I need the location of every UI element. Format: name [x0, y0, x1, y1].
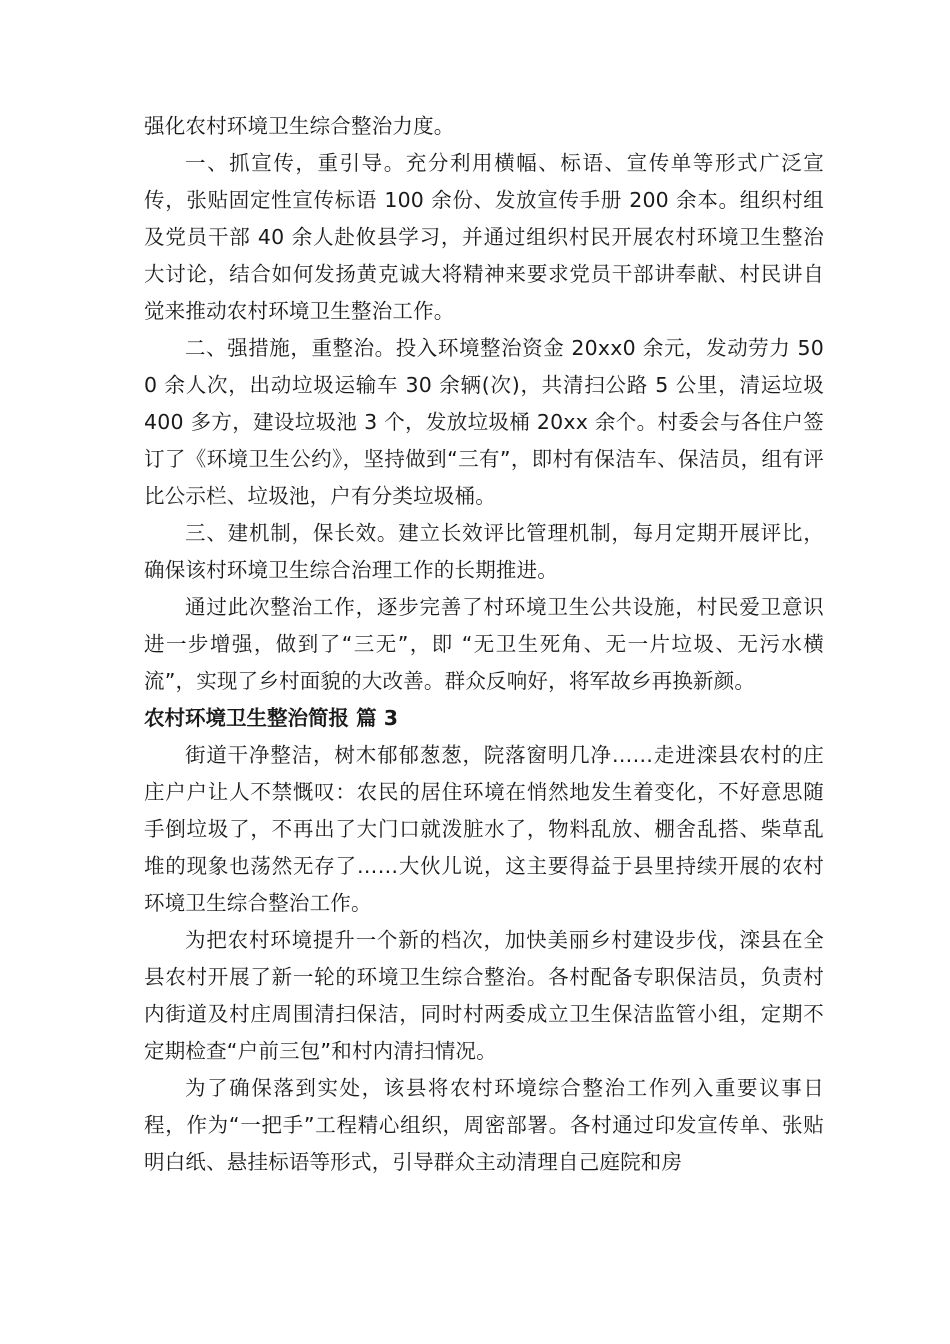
- paragraph: 强化农村环境卫生综合整治力度。: [144, 114, 455, 138]
- paragraph: 三、建机制，保长效。建立长效评比管理机制，每月定期开展评比，确保该村环境卫生综合治理工作的长期推进。: [144, 521, 824, 582]
- paragraph: 为了确保落到实处，该县将农村环境综合整治工作列入重要议事日程，作为“一把手”工程精心组织，周密部署。各村通过印发宣传单、张贴明白纸、悬挂标语等形式，引导群众主动清理自己庭院和房: [144, 1076, 824, 1174]
- paragraph: 街道干净整洁，树木郁郁葱葱，院落窗明几净……走进滦县农村的庄庄户户让人不禁慨叹：农民的居住环境在悄然地发生着变化，不好意思随手倒垃圾了，不再出了大门口就泼脏水了，物料乱放、棚舍乱搭、柴草乱堆的现象也荡然无存了……大伙儿说，这主要得益于县里持续开展的农村环境卫生综合整治工作。: [144, 743, 824, 915]
- paragraph: 通过此次整治工作，逐步完善了村环境卫生公共设施，村民爱卫意识进一步增强，做到了“三无”，即 “无卫生死角、无一片垃圾、无污水横流”，实现了乡村面貌的大改善。群众反响好，将军故乡再换新颜。: [144, 595, 824, 693]
- paragraph: 为把农村环境提升一个新的档次，加快美丽乡村建设步伐，滦县在全县农村开展了新一轮的环境卫生综合整治。各村配备专职保洁员，负责村内街道及村庄周围清扫保洁，同时村两委成立卫生保洁监管小组，定期不定期检查“户前三包”和村内清扫情况。: [144, 928, 824, 1063]
- section-heading: 农村环境卫生整治简报 篇 3: [144, 706, 399, 730]
- paragraph: 一、抓宣传，重引导。充分利用横幅、标语、宣传单等形式广泛宣传，张贴固定性宣传标语 100 余份、发放宣传手册 200 余本。组织村组及党员干部 40 余人赴攸县学习，并通过组织村民开展农村环境卫生整治大讨论，结合如何发扬黄克诚大将精神来要求党员干部讲奉献、村民讲自觉来推动农村环境卫生整治工作。: [144, 151, 824, 323]
- paragraph: 二、强措施，重整治。投入环境整治资金 20xx0 余元，发动劳力 500 余人次，出动垃圾运输车 30 余辆(次)，共清扫公路 5 公里，清运垃圾 400 多方，建设垃圾池 3 个，发放垃圾桶 20xx 余个。村委会与各住户签订了《环境卫生公约》，坚持做到“三有”，即村有保洁车、保洁员，组有评比公示栏、垃圾池，户有分类垃圾桶。: [144, 336, 824, 508]
- document-page: [144, 108, 824, 1181]
